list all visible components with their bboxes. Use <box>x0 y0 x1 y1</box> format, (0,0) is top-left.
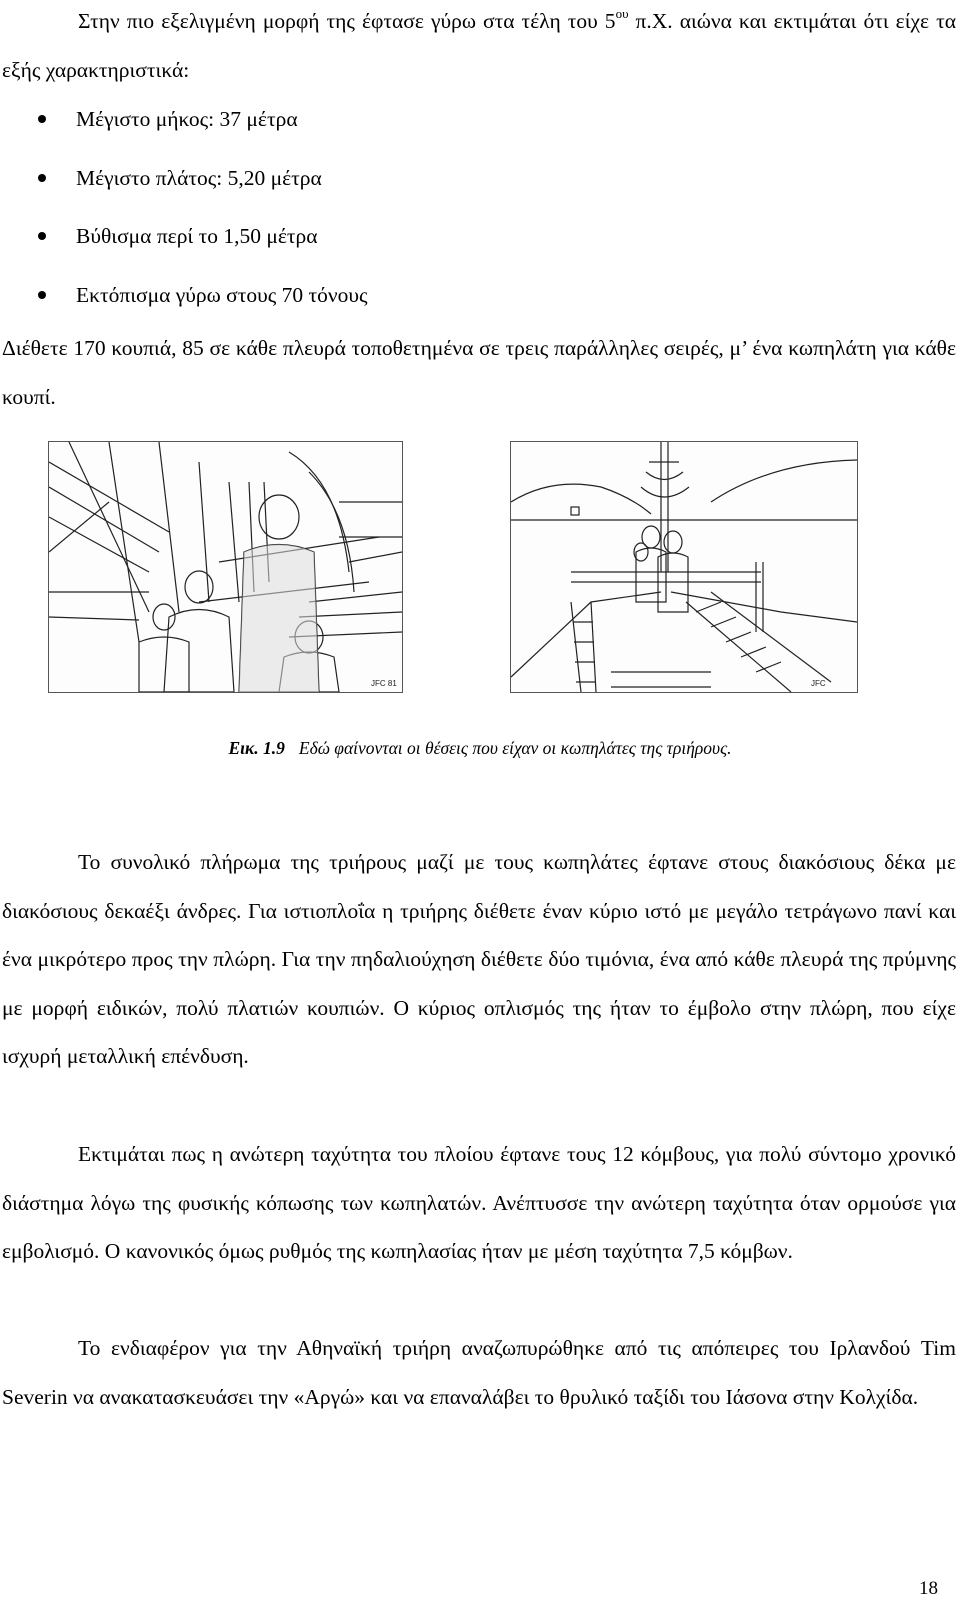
spec-width: Μέγιστο πλάτος: 5,20 μέτρα <box>76 165 322 190</box>
spec-draft: Βύθισμα περί το 1,50 μέτρα <box>76 224 318 249</box>
spec-displacement: Εκτόπισμα γύρω στους 70 τόνους <box>76 283 368 308</box>
intro-paragraph <box>2 0 956 94</box>
bullet-icon <box>38 232 46 240</box>
artist-signature-right: JFC <box>811 679 826 688</box>
list-item <box>0 154 368 213</box>
figure-caption <box>0 736 960 760</box>
caption-label: Εικ. 1.9 <box>228 738 285 758</box>
bullet-icon <box>38 291 46 299</box>
deck-rowers-drawing <box>511 442 857 692</box>
intro-text-end: π.Χ. αιώνα και εκτιμάται ότι είχε τα εξής χαρακτηριστικά: <box>2 9 956 82</box>
oars-paragraph: Διέθετε 170 κουπιά, 85 σε κάθε πλευρά τοποθετημένα σε τρεις παράλληλες σειρές, μ’ ένα κωπηλάτη για κάθε κουπί. <box>2 336 956 409</box>
severin-paragraph: Το ενδιαφέρον για την Αθηναϊκή τριήρη αναζωπυρώθηκε από τις απόπειρες του Ιρλανδού Tim Severin να ανακατασκευάσει την «Αργώ» και να επαναλάβει το θρυλικό ταξίδι του Ιάσονα στην Κολχίδα. <box>2 1336 956 1409</box>
crew-paragraph: Το συνολικό πλήρωμα της τριήρους μαζί με τους κωπηλάτες έφτανε στους διακόσιους δέκα με διακόσιους δεκαέξι άνδρες. Για ιστιοπλοΐα η τριήρης διέθετε έναν κύριο ιστό με μεγάλο τετράγωνο πανί και ένα μικρότερο προς την πλώρη. Για την πηδαλιούχηση διέθετε δύο τιμόνια, ένα από κάθε πλευρά της πρύμνης με μορφή ειδικών, πολύ πλατιών κουπιών. Ο κύριος οπλισμός της ήταν το έμβολο στην πλώρη, που είχε ισχυρή μεταλλική επένδυση. <box>2 850 956 1068</box>
ordinal-superscript: ου <box>615 6 629 21</box>
spec-list <box>0 95 368 330</box>
intro-text-start: Στην πιο εξελιγμένη μορφή της έφτασε γύρω στα τέλη του 5 <box>78 9 616 33</box>
artist-signature-left: JFC 81 <box>371 679 397 688</box>
rowers-hull-drawing <box>49 442 402 692</box>
spec-length: Μέγιστο μήκος: 37 μέτρα <box>76 107 298 131</box>
caption-text: Εδώ φαίνονται οι θέσεις που είχαν οι κωπηλάτες της τριήρους. <box>298 738 732 758</box>
speed-paragraph: Εκτιμάται πως η ανώτερη ταχύτητα του πλοίου έφτανε τους 12 κόμβους, για πολύ σύντομο χρονικό διάστημα λόγω της φυσικής κόπωσης των κωπηλατών. Ανέπτυσσε την ανώτερη ταχύτητα όταν ορμούσε για εμβολισμό. Ο κανονικός όμως ρυθμός της κωπηλασίας ήταν με μέση ταχύτητα 7,5 κόμβων. <box>2 1142 956 1263</box>
figure-right-deck-illustration <box>510 441 858 693</box>
page-number: 18 <box>919 1578 938 1599</box>
bullet-icon <box>38 115 46 123</box>
list-item <box>0 95 368 154</box>
figure-left-rowers-illustration <box>48 441 403 693</box>
list-item <box>0 271 368 330</box>
list-item <box>0 212 368 271</box>
bullet-icon <box>38 174 46 182</box>
